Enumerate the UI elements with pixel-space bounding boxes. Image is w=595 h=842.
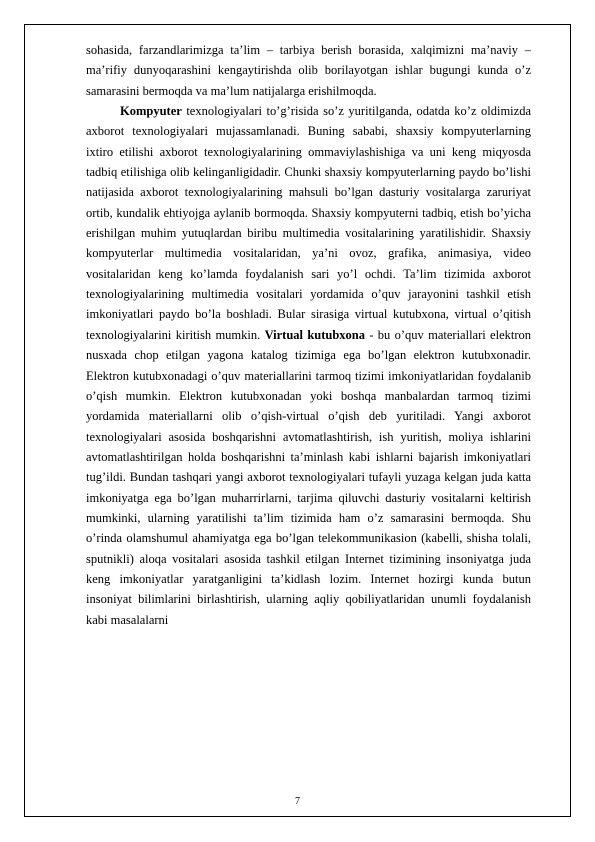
term-virtual-kutubxona: Virtual kutubxona <box>264 327 365 342</box>
paragraph-main-text-2: - bu o’quv materiallari elektron nusxada chop etilgan yagona katalog tizimiga ega bo’lgan elektron kutubxonadir. Elektron kutubxonadagi o’quv materiallarini tarmoq tizimi imkoniyatlaridan foydalanib o’qish mumkin. Elektron kutubxonadan yoki boshqa manbalardan tarmoq tizimi yordamida materiallarni olib o’qish-virtual o’qish deb yuritiladi. Yangi axborot texnologiyalari asosida boshqarishni avtomatlashtirish, ish yuritish, moliya ishlarini avtomatlashtirilgan holda boshqarishni ta’minlash kabi ishlarni bajarish imkoniyatlari tug’ildi. Bundan tashqari yangi axborot texnologiyalari tufayli yuzaga kelgan juda katta imkoniyatga ega bo’lgan muharrirlarni, tarjima qiluvchi dasturiy vositalarni keltirish mumkinki, ularning yaratilishi ta’lim tizimida ham o’z samarasini bermoqda. Shu o’rinda olamshumul ahamiyatga ega bo’lgan telekommunikasion (kabelli, shisha tolali, sputnikli) aloqa vositalari asosida tashkil etilgan Internet tizimining insoniyatga juda keng imkoniyatlar yaratganligini ta’kidlash lozim. Internet hozirgi kunda butun insoniyat bilimlarini birlashtirish, ularning aqliy qobiliyatlaridan unumli foydalanish kabi masalalarni <box>86 327 531 627</box>
paragraph-main-text-1: texnologiyalari to’g’risida so’z yuritilganda, odatda ko’z oldimizda axborot texnologiyalari mujassamlanadi. Buning sababi, shaxsiy kompyuterlarning ixtiro etilishi axborot texnologiyalarining ommaviylashishiga va uni keng miqyosda tadbiq etilishiga olib kelinganligidadir. Chunki shaxsiy kompyuterlarning paydo bo’lishi natijasida axborot texnologiyalarining mahsuli bo’lgan dasturiy vositalarga zaruriyat ortib, kundalik ehtiyojga aylanib bormoqda. Shaxsiy kompyuterni tadbiq, etish bo’yicha erishilgan muhim yutuqlardan biribu multimedia vositalarining yaratilishidir. Shaxsiy kompyuterlar multimedia vositalaridan, ya’ni ovoz, grafika, animasiya, video vositalaridan keng ko’lamda foydalanish sari yo’l ochdi. Ta’lim tizimida axborot texnologiyalarining multimedia vositalari yordamida o’quv jarayonini tashkil etish imkoniyatlari paydo bo’la boshladi. Bular sirasiga virtual kutubxona, virtual o’qitish texnologiyalarini kiritish mumkin. <box>86 104 531 342</box>
page-body <box>86 40 531 630</box>
paragraph-main <box>86 101 531 630</box>
page-number: 7 <box>295 796 300 807</box>
paragraph-intro: sohasida, farzandlarimizga ta’lim – tarbiya berish borasida, xalqimizni ma’naviy – ma’rifiy dunyoqarashini kengaytirishda olib borilayotgan ishlar bugungi kunda o’z samarasini bermoqda va ma’lum natijalarga erishilmoqda. <box>86 43 531 98</box>
term-kompyuter: Kompyuter <box>120 104 182 119</box>
